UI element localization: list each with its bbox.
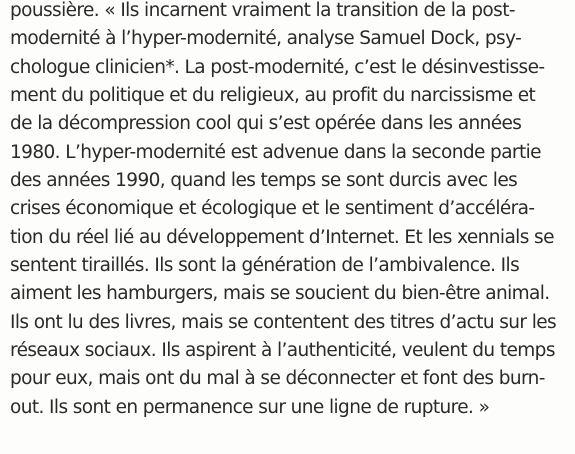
text-line: chologue clinicien*. La post-modernité, c’est le désinvestisse-: [10, 57, 545, 78]
text-line: modernité à l’hyper-modernité, analyse Samuel Dock, psy-: [10, 28, 522, 49]
text-line: crises économique et écologique et le sentiment d’accéléra-: [10, 198, 535, 219]
text-line: réseaux sociaux. Ils aspirent à l’authenticité, veulent du temps: [10, 340, 555, 361]
text-line: de la décompression cool qui s’est opérée dans les années: [10, 113, 522, 134]
text-line: des années 1990, quand les temps se sont durcis avec les: [10, 170, 518, 191]
text-line: 1980. L’hyper-modernité est advenue dans la seconde partie: [10, 142, 541, 163]
text-line: aiment les hamburgers, mais se soucient du bien-être animal.: [10, 283, 550, 304]
text-line: poussière. « Ils incarnent vraiment la transition de la post-: [10, 0, 515, 21]
text-line: sentent tiraillés. Ils sont la génération de l’ambivalence. Ils: [10, 255, 520, 276]
text-line: ment du politique et du religieux, au profit du narcissisme et: [10, 85, 536, 106]
text-line: pour eux, mais ont du mal à se déconnecter et font des burn-: [10, 368, 545, 389]
text-line: Ils ont lu des livres, mais se contentent des titres d’actu sur les: [10, 312, 557, 333]
text-line: out. Ils sont en permanence sur une ligne de rupture. »: [10, 397, 490, 418]
text-line: tion du réel lié au développement d’Internet. Et les xennials se: [10, 227, 554, 248]
